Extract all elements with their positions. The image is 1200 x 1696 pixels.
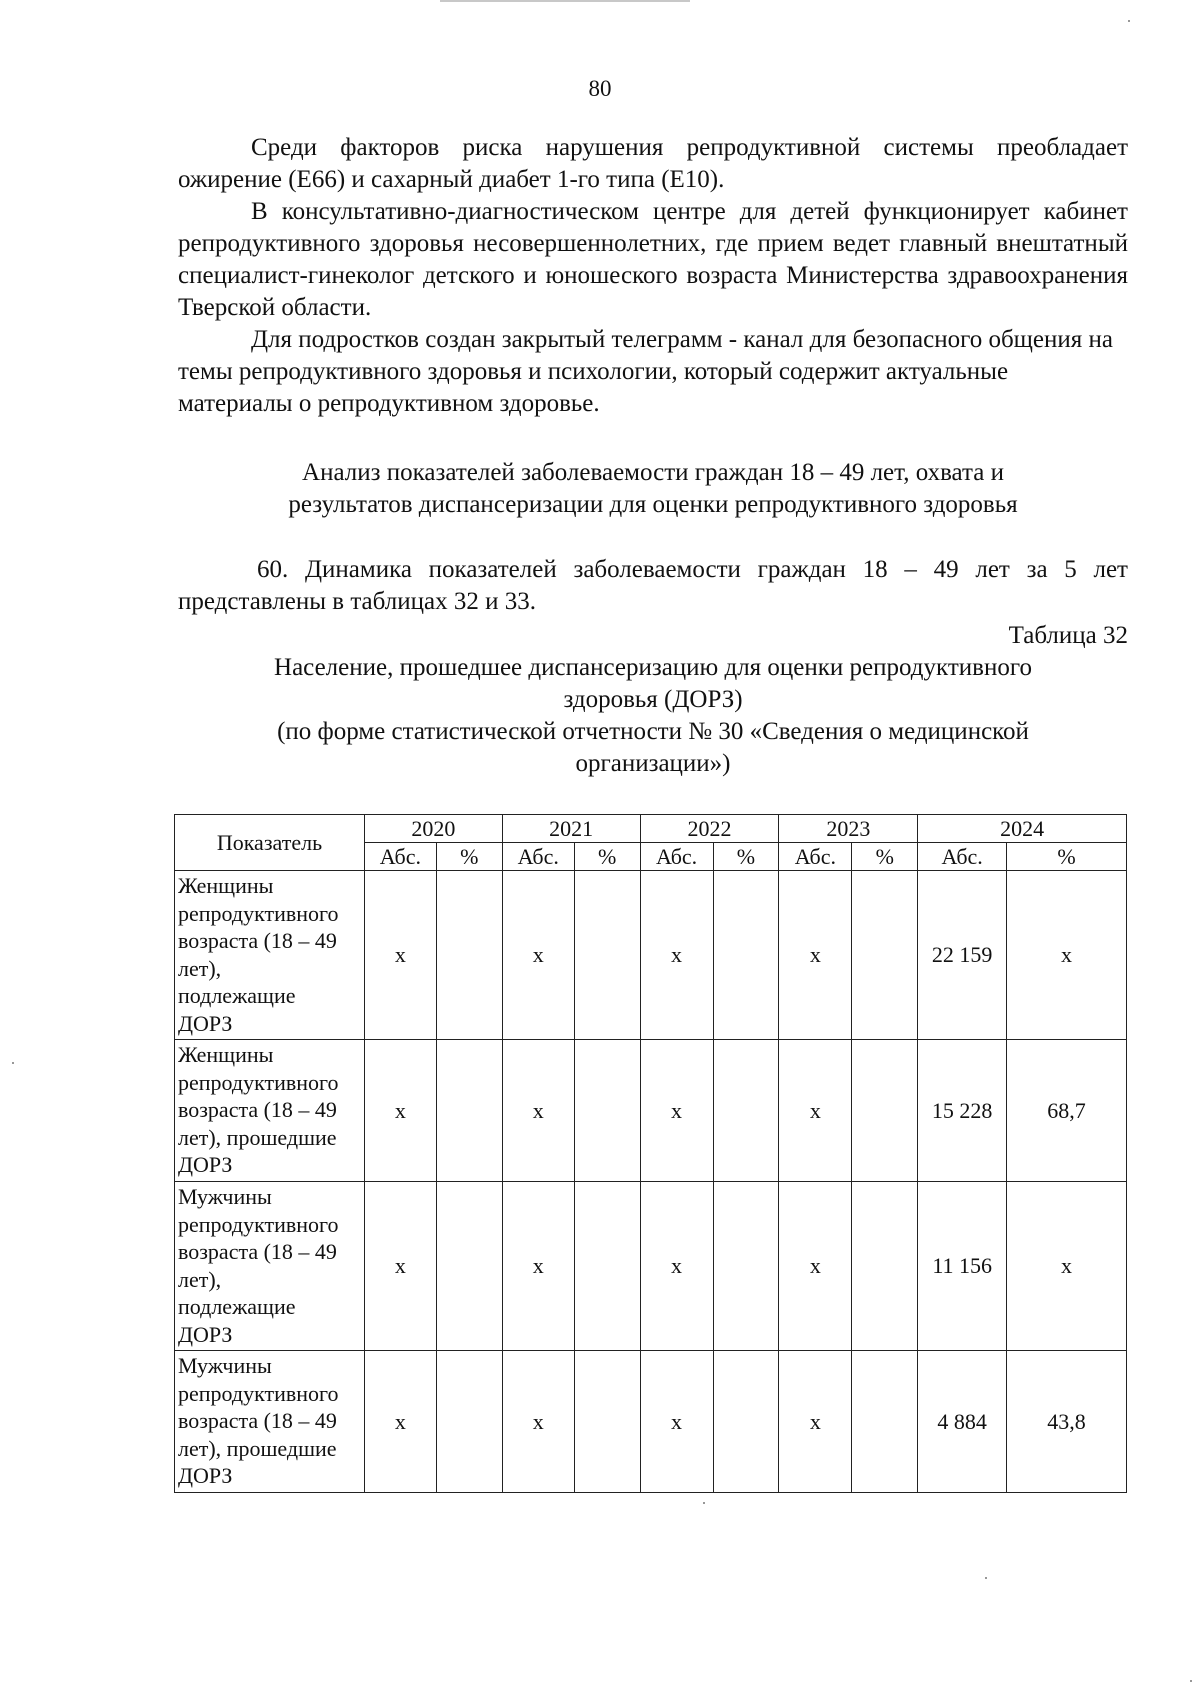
table-cell: x [640,1040,713,1182]
table-cell: x [1007,1182,1127,1351]
table-title-line-3: (по форме статистической отчетности № 30 «Сведения о медицинской [277,718,1029,745]
table-cell [436,1040,502,1182]
table-cell [436,1351,502,1493]
header-abs: Абс. [502,843,574,871]
table-cell [574,871,640,1040]
scan-speck [12,1062,14,1064]
table-cell [713,1040,779,1182]
row-label-line: подлежащие [178,1294,296,1319]
table-cell: 68,7 [1007,1040,1127,1182]
table-cell: x [502,871,574,1040]
table-cell: x [502,1182,574,1351]
scan-speck [1128,20,1130,22]
section-heading-line-1: Анализ показателей заболеваемости граждан 18 – 49 лет, охвата и [302,459,1004,486]
table-cell: x [1007,871,1127,1040]
table-cell: x [779,1182,852,1351]
header-pct: % [574,843,640,871]
header-indicator: Показатель [175,815,365,871]
row-label-line: ДОРЗ [178,1152,233,1177]
table-cell [574,1040,640,1182]
row-label-line: ДОРЗ [178,1321,233,1347]
table-title-line-1: Население, прошедшее диспансеризацию для оценки репродуктивного [274,654,1032,681]
table-cell: 22 159 [918,871,1007,1040]
table-cell [852,1182,918,1351]
header-year-2020: 2020 [364,815,502,843]
header-abs: Абс. [918,843,1007,871]
row-label-line: ДОРЗ [178,1010,233,1036]
table-row-women-subject [175,871,1127,1040]
paragraph-consult-center: В консультативно-диагностическом центре для детей функционирует кабинет репродуктивного здоровья несовершеннолетних, где прием ведет главный внештатный специалист-гинеколог детского и юношеского возраста Министерства здравоохранения Тверской области. [178,198,1128,321]
header-pct: % [852,843,918,871]
row-label-line: лет), прошедшие [178,1124,337,1150]
table-cell [713,871,779,1040]
row-label-line: репродуктивного [178,1211,339,1237]
paragraph-risk-factors: Среди факторов риска нарушения репродуктивной системы преобладает ожирение (E66) и сахарный диабет 1-го типа (E10). [178,134,1128,193]
row-label [175,1040,365,1182]
row-label [175,1182,365,1351]
row-label-line: репродуктивного [178,1069,339,1095]
table-cell: 43,8 [1007,1351,1127,1493]
table-header-years [175,815,1127,843]
table-cell: x [640,1182,713,1351]
row-label-line: Мужчины [178,1353,272,1378]
table-cell [436,1182,502,1351]
scan-speck [703,1502,705,1504]
table-cell: 11 156 [918,1182,1007,1351]
row-label-line: возраста (18 – 49 [178,928,337,953]
section-heading-line-2: результатов диспансеризации для оценки репродуктивного здоровья [288,491,1018,518]
table-title [178,652,1128,780]
section-heading [178,457,1128,521]
header-abs: Абс. [364,843,436,871]
row-label-line: возраста (18 – 49 [178,1408,337,1433]
paragraph-60-block [178,554,1128,618]
header-year-2021: 2021 [502,815,640,843]
table-cell: x [364,1182,436,1351]
header-year-2022: 2022 [640,815,779,843]
header-year-2023: 2023 [779,815,918,843]
table-cell [713,1351,779,1493]
row-label-line: репродуктивного [178,900,339,926]
header-pct: % [713,843,779,871]
row-label-line: Женщины [178,873,274,898]
scan-speck [985,1577,987,1579]
header-abs: Абс. [640,843,713,871]
row-label-line: возраста (18 – 49 [178,1239,337,1264]
intro-text [178,132,1128,420]
table-row-men-subject [175,1182,1127,1351]
table-label: Таблица 32 [1008,622,1128,649]
row-label [175,871,365,1040]
table-cell: x [364,871,436,1040]
table-cell: 15 228 [918,1040,1007,1182]
table-cell: x [364,1040,436,1182]
row-label-line: лет), [178,955,222,981]
table-cell: x [779,871,852,1040]
row-label-line: Женщины [178,1042,274,1067]
paragraph-60: 60. Динамика показателей заболеваемости граждан 18 – 49 лет за 5 лет представлены в таблицах 32 и 33. [178,556,1128,615]
row-label [175,1351,365,1493]
table-title-line-2: здоровья (ДОРЗ) [563,686,743,713]
row-label-line: ДОРЗ [178,1463,233,1488]
row-label-line: репродуктивного [178,1380,339,1406]
row-label-line: подлежащие [178,983,296,1008]
row-label-line: возраста (18 – 49 [178,1097,337,1122]
table-cell: x [779,1351,852,1493]
paragraph-telegram: Для подростков создан закрытый телеграмм - канал для безопасного общения на темы репродуктивного здоровья и психологии, который содержит актуальные материалы о репродуктивном здоровье. [178,326,1113,417]
header-abs: Абс. [779,843,852,871]
row-label-line: лет), [178,1266,222,1292]
row-label-line: Мужчины [178,1184,272,1209]
header-pct: % [436,843,502,871]
table-title-line-4: организации») [575,750,731,777]
table-row-men-passed [175,1351,1127,1493]
table-cell [852,1040,918,1182]
header-pct: % [1007,843,1127,871]
page-number: 80 [588,76,612,101]
table-cell: x [640,1351,713,1493]
table-cell [713,1182,779,1351]
table-cell [852,1351,918,1493]
table-cell: x [779,1040,852,1182]
table-cell [574,1351,640,1493]
header-year-2024: 2024 [918,815,1127,843]
row-label-line: лет), прошедшие [178,1435,337,1461]
table-cell: x [502,1040,574,1182]
scan-top-rule [440,0,690,2]
table-cell [574,1182,640,1351]
scan-speck [1190,1680,1192,1682]
table-cell: x [640,871,713,1040]
table-cell: x [502,1351,574,1493]
table-cell [852,871,918,1040]
dorz-table [174,814,1127,1493]
table-row-women-passed [175,1040,1127,1182]
table-cell: x [364,1351,436,1493]
table-cell: 4 884 [918,1351,1007,1493]
table-cell [436,871,502,1040]
